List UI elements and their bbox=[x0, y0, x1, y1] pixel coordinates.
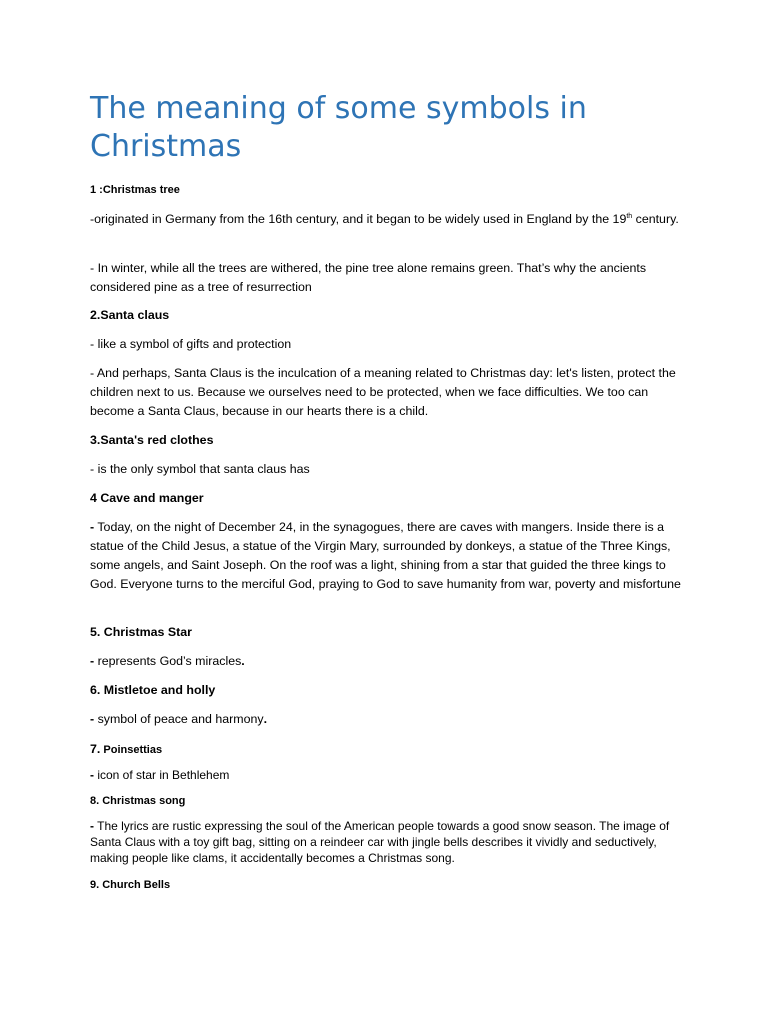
section-2-paragraph-2: - And perhaps, Santa Claus is the inculcation of a meaning related to Christmas day: let's listen, protect the children next to us. Because we ourselves need to be protected, when we face difficulties. We too can become a Santa Claus, because in our hearts there is a child. bbox=[90, 366, 676, 418]
section-6-paragraph-1-text: symbol of peace and harmony bbox=[94, 712, 264, 726]
section-7-paragraph-1 bbox=[90, 767, 690, 783]
section-5-paragraph-1-text: represents God’s miracles bbox=[94, 654, 242, 668]
section-7-heading bbox=[90, 740, 690, 758]
section-4-paragraph-1 bbox=[90, 518, 690, 594]
section-4-heading: 4 Cave and manger bbox=[90, 491, 204, 505]
section-1-paragraph-1 bbox=[90, 210, 690, 229]
section-6-dash: - bbox=[90, 712, 95, 726]
section-5-dash: - bbox=[90, 654, 95, 668]
section-3-paragraph-1: - is the only symbol that santa claus has bbox=[90, 462, 310, 476]
section-8-paragraph-1-text: The lyrics are rustic expressing the soul of the American people towards a good snow season. The image of Santa Claus with a toy gift bag, sitting on a reindeer car with jingle bells describes it vividly and seductively, making people like clams, it accidentally becomes a Christmas song. bbox=[90, 819, 670, 865]
section-5-paragraph-1 bbox=[90, 652, 690, 671]
section-2-heading: 2.Santa claus bbox=[90, 308, 170, 322]
section-5-heading: 5. Christmas Star bbox=[90, 625, 192, 639]
section-7-heading-number: 7. bbox=[90, 742, 101, 756]
section-5-period: . bbox=[241, 654, 245, 668]
section-1-heading-text: Christmas tree bbox=[102, 184, 180, 196]
section-7-dash: - bbox=[90, 768, 94, 782]
section-6-period: . bbox=[263, 712, 268, 726]
section-8-dash: - bbox=[90, 819, 94, 833]
section-8-heading: 8. Christmas song bbox=[90, 795, 186, 807]
document-title: The meaning of some symbols in Christmas bbox=[90, 91, 587, 164]
section-1-heading bbox=[90, 183, 690, 197]
section-7-heading-text: Poinsettias bbox=[100, 744, 163, 756]
section-8-paragraph-1 bbox=[90, 818, 690, 866]
section-1-paragraph-1-text: -originated in Germany from the 16th century, and it began to be widely used in England by the 19 bbox=[90, 212, 627, 226]
section-4-paragraph-1-text: Today, on the night of December 24, in the synagogues, there are caves with mangers. Inside there is a statue of the Child Jesus, a statue of the Virgin Mary, surrounded by donkeys, a statue of the Three Kings, some angels, and Saint Joseph. On the roof was a light, shining from a star that guided the three kings to God. Everyone turns to the merciful God, praying to God to save humanity from war, poverty and misfortune bbox=[90, 520, 681, 591]
section-4-dash: - bbox=[90, 520, 95, 534]
section-1-superscript: th bbox=[626, 212, 633, 220]
section-6-heading: 6. Mistletoe and holly bbox=[90, 683, 216, 697]
section-6-paragraph-1 bbox=[90, 710, 690, 729]
section-3-heading: 3.Santa's red clothes bbox=[90, 433, 214, 447]
section-1-heading-number: 1 : bbox=[90, 184, 103, 196]
section-7-paragraph-1-text: icon of star in Bethlehem bbox=[94, 768, 230, 782]
section-2-paragraph-1: - like a symbol of gifts and protection bbox=[90, 337, 292, 351]
section-1-paragraph-2: - In winter, while all the trees are withered, the pine tree alone remains green. That’s why the ancients considered pine as a tree of resurrection bbox=[90, 261, 647, 294]
section-9-heading: 9. Church Bells bbox=[90, 879, 171, 891]
section-1-paragraph-1-tail: century. bbox=[632, 212, 679, 226]
